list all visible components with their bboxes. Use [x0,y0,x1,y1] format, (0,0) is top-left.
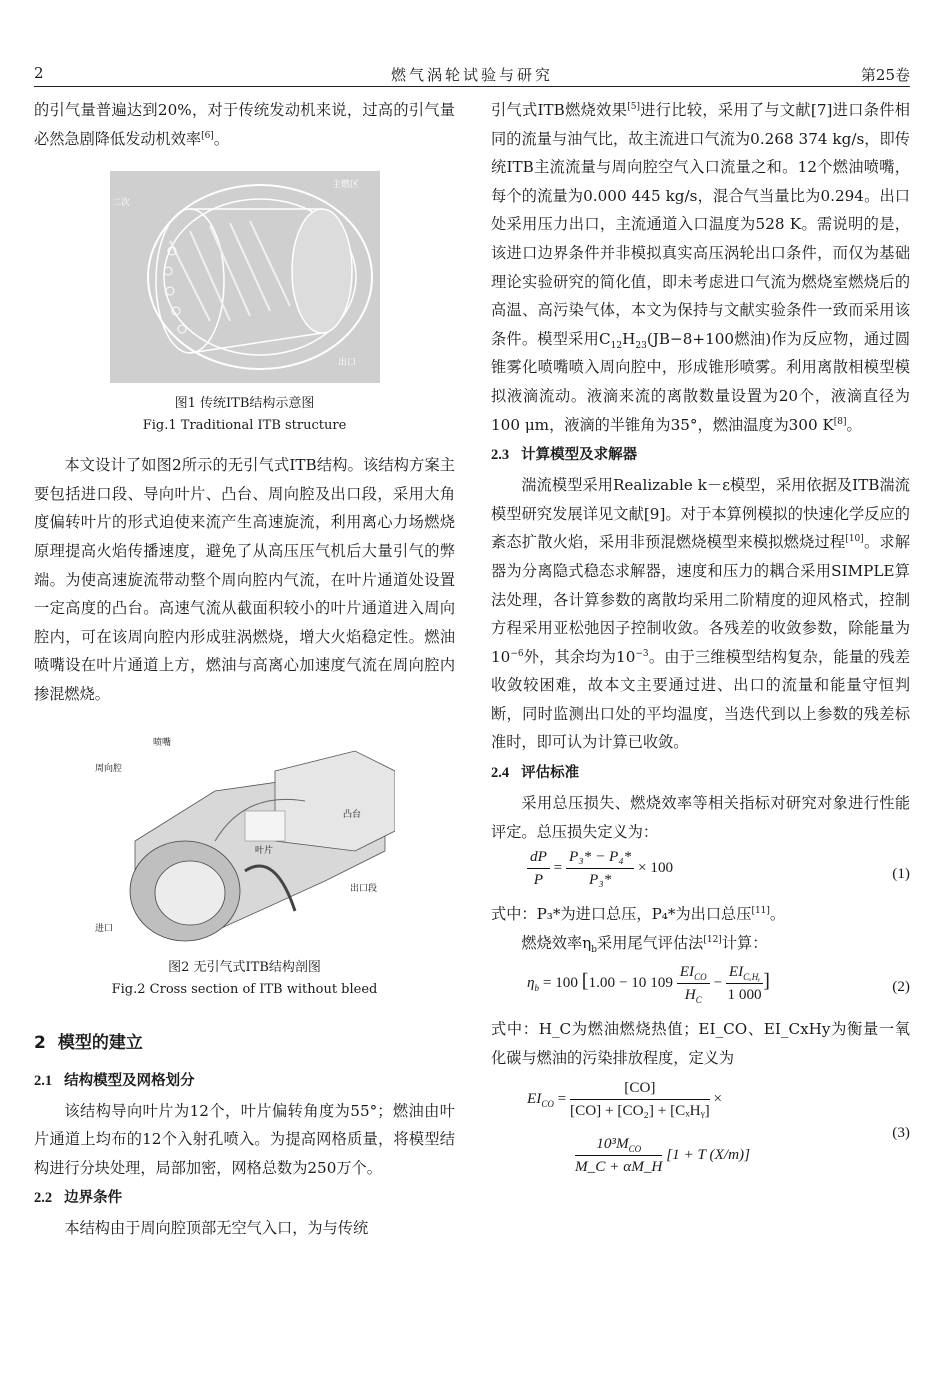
equation-number: (2) [892,978,910,996]
equation-number: (1) [892,865,910,883]
equation-number: (3) [892,1123,910,1141]
equation-1: $\frac{dP}{P}$ = $\frac{\text{P₃* − P₄*}}{\text{P₃*}}$ × 100 (1) [491,846,910,900]
itb-structure-drawing [110,171,380,383]
equation-3: $EI_{CO}$ = $\frac{[CO]}{\text{[CO] + [CO₂] + [CₓHᵧ]}}$ × $\frac{10^3M_{CO}}{M\_C + \alpha M\_H}$ [1 + T (X/m)] (3) [527,1078,910,1175]
fig2-label: 进口 [94,923,113,934]
equation-2: $\eta_b = 100$ [1.00 − 10 109 $\frac{EI_{CO}}{H_C}$ − $\frac{EI_{C_xHᵧ}}{1 000}$ ] (2) [527,963,910,1006]
paragraph-eq1-where: 式中：P₃*为进口总压，P₄*为出口总压[11]。 [491,905,786,924]
paragraph-boundary-start: 本结构由于周向腔顶部无空气入口，为与传统 [64,1219,369,1238]
section-2-3-heading: 2.3 计算模型及求解器 [491,447,638,464]
figure-2 [95,731,395,951]
fig2-label: 周向腔 [94,763,122,774]
figure-1-caption-en: Fig.1 Traditional ITB structure [142,418,347,434]
figure-2-caption-en: Fig.2 Cross section of ITB without bleed [111,981,378,997]
fig1-label: 二次 [111,198,130,209]
paragraph-mesh: 该结构导向叶片为12个，叶片偏转角度为55°；燃油由叶片通道上均布的12个入射孔喷入。为提高网格质量，将模型结构进行分块处理，局部加密，网格总数为250万个。 [34,1101,455,1177]
fig1-label: 主燃区 [331,180,359,191]
right-column [491,96,910,1193]
figure-1-caption-cn: 图1 传统ITB结构示意图 [174,396,315,412]
fig2-label: 出口段 [349,883,377,894]
section-2-heading: 2 模型的建立 [34,1032,143,1053]
section-2-2-heading: 2.2 边界条件 [34,1190,123,1207]
fig2-label: 叶片 [254,845,273,856]
paragraph-design: 本文设计了如图2所示的无引气式ITB结构。该结构方案主要包括进口段、导向叶片、凸台、周向腔及出口段，采用大角度偏转叶片的形式迫使来流产生高速旋流，利用离心力场燃烧原理提高火焰传播速度，避免了从高压压气机后大量引气的弊端。为使高速旋流带动整个周向腔内气流，在叶片通道处设置一定高度的凸台。高速气流从截面积较小的叶片通道进入周向腔内，可在该周向腔内形成驻涡燃烧，增大火焰稳定性。燃油喷嘴设在叶片通道上方，燃油与高离心加速度气流在周向腔内掺混燃烧。 [34,456,455,703]
left-column [34,96,455,1243]
section-2-4-heading: 2.4 评估标准 [491,765,580,782]
figure-2-caption-cn: 图2 无引气式ITB结构剖图 [168,959,321,975]
paragraph-solver: 湍流模型采用Realizable k－ε模型，采用依据及ITB湍流模型研究发展详见文献[9]。对于本算例模拟的快速化学反应的紊态扩散火焰，采用非预混燃烧模型来模拟燃烧过程[10]。求解器为分离隐式稳态求解器，速度和压力的耦合采用SIMPLE算法处理，各计算参数的离散均采用二阶精度的迎风格式，控制方程采用亚松弛因子控制收敛。各残差的收敛参数，除能量为$10^{-6}$外，其余均为$10^{-3}$。由于三维模型结构复杂，能量的残差收敛较困难，故本文主要通过进、出口的流量和能量守恒判断，同时监测出口处的平均温度，当迭代到以上参数的残差标准时，即可认为计算已收敛。 [491,476,911,752]
page-header [34,60,910,87]
paragraph-boundary-cont: 引气式ITB燃烧效果[5]进行比较，采用了与文献[7]进口条件相同的流量与油气比，故主流进口气流为0.268 374 kg/s，即传统ITB主流流量与周向腔空气入口流量之和。12个燃油喷嘴，每个的流量为0.000 445 kg/s，混合气当量比为0.294。出口处采用压力出口，主流通道入口温度为528 K。需说明的是，该进口边界条件并非模拟真实高压涡轮出口条件，而仅为基础理论实验研究的简化值，即未考虑进口气流为燃烧室燃烧后的高温、高污染气体，本文为保持与文献实验条件一致而采用该条件。模型采用$C_{12}H_{23}(JB-8+100$燃油)作为反应物，通过圆锥雾化喷嘴喷入周向腔中，形成锥形喷雾。利用离散相模型模拟液滴流动。液滴来流的离散数量设置为20个，液滴直径为100 μm，液滴的半锥角为35°，燃油温度为300 K[8]。 [491,101,911,434]
paragraph-criteria: 采用总压损失、燃烧效率等相关指标对研究对象进行性能评定。总压损失定义为： [491,794,910,841]
page-number: 2 [34,64,44,82]
volume-label: 第25卷 [860,66,910,84]
paragraph-efficiency: 燃烧效率$\eta_b$采用尾气评估法[12]计算： [521,933,768,955]
fig2-label: 凸台 [342,809,361,820]
paragraph-eq2-where: 式中：H_C为燃油燃烧热值；EI_CO、EI_CxHy为衡量一氧化碳与燃油的污染排放程度，定义为 [491,1020,910,1068]
paragraph-intro-end: 的引气量普遍达到20%，对于传统发动机来说，过高的引气量必然急剧降低发动机效率[6]。 [34,101,455,148]
fig1-label: 出口 [337,358,356,369]
journal-title: 燃气涡轮试验与研究 [390,66,553,84]
figure-1 [110,171,380,383]
section-2-1-heading: 2.1 结构模型及网格划分 [34,1072,195,1089]
itb-cross-section-drawing [95,731,395,951]
fig2-label: 喷嘴 [152,737,171,748]
